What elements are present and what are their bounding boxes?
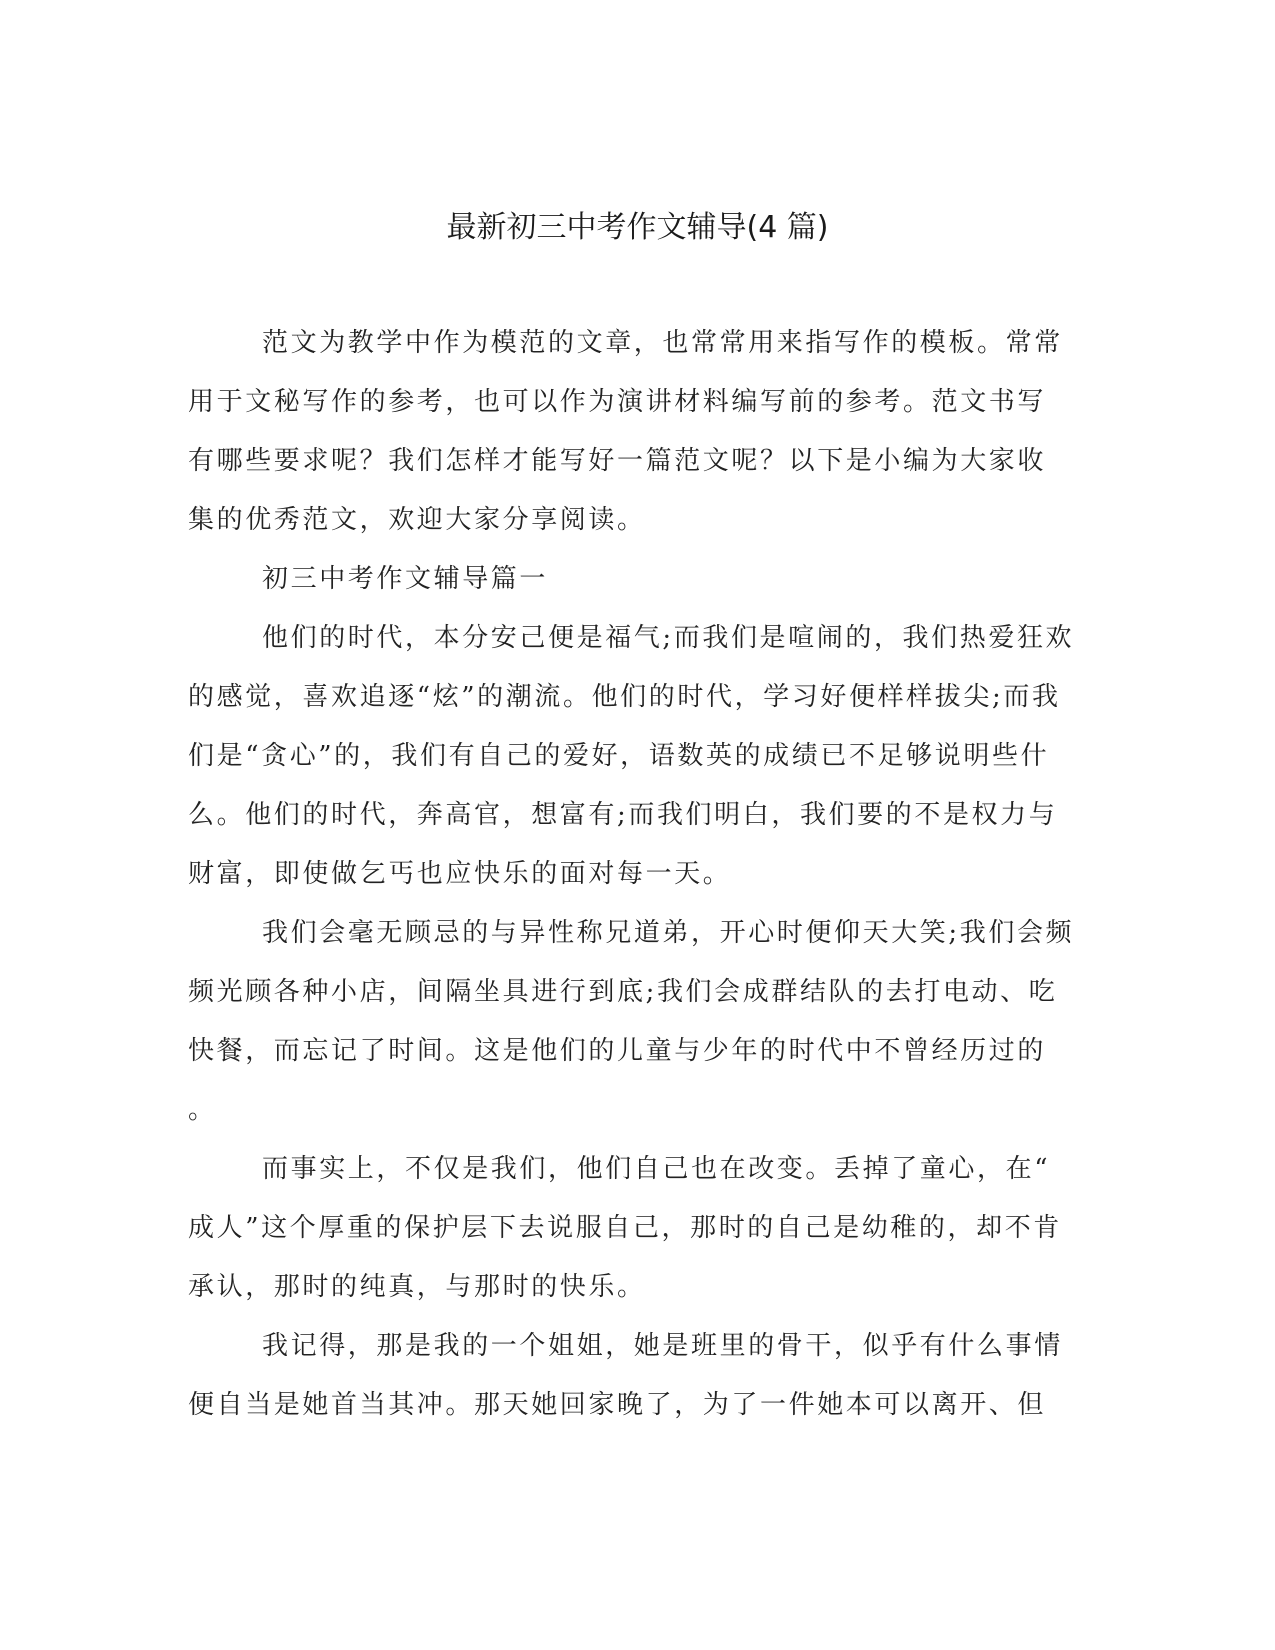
paragraph-line: 。 (188, 1095, 217, 1125)
paragraph-line: 财富，即使做乞丐也应快乐的面对每一天。 (188, 859, 732, 889)
paragraph-line: 承认，那时的纯真，与那时的快乐。 (188, 1272, 646, 1302)
paragraph-line: 便自当是她首当其冲。那天她回家晚了，为了一件她本可以离开、但 (188, 1390, 1047, 1420)
document-title: 最新初三中考作文辅导(4 篇) (446, 210, 829, 245)
paragraph-line: 他们的时代，本分安己便是福气;而我们是喧闹的，我们热爱狂欢 (262, 623, 1075, 653)
section-heading: 初三中考作文辅导篇一 (262, 564, 549, 594)
paragraph-line: 成人”这个厚重的保护层下去说服自己，那时的自己是幼稚的，却不肯 (188, 1213, 1062, 1243)
paragraph-line: 有哪些要求呢？我们怎样才能写好一篇范文呢？以下是小编为大家收 (188, 446, 1047, 476)
paragraph-line: 用于文秘写作的参考，也可以作为演讲材料编写前的参考。范文书写 (188, 387, 1047, 417)
paragraph-line: 集的优秀范文，欢迎大家分享阅读。 (188, 505, 646, 535)
paragraph-line: 我记得，那是我的一个姐姐，她是班里的骨干，似乎有什么事情 (262, 1331, 1063, 1361)
paragraph-line: 么。他们的时代，奔高官，想富有;而我们明白，我们要的不是权力与 (188, 800, 1058, 830)
paragraph-line: 我们会毫无顾忌的与异性称兄道弟，开心时便仰天大笑;我们会频 (262, 918, 1075, 948)
paragraph-line: 范文为教学中作为模范的文章，也常常用来指写作的模板。常常 (262, 328, 1063, 358)
paragraph-line: 们是“贪心”的，我们有自己的爱好，语数英的成绩已不足够说明些什 (188, 741, 1050, 771)
paragraph-line: 快餐，而忘记了时间。这是他们的儿童与少年的时代中不曾经历过的 (188, 1036, 1047, 1066)
paragraph-line: 的感觉，喜欢追逐“炫”的潮流。他们的时代，学习好便样样拔尖;而我 (188, 682, 1061, 712)
paragraph-line: 频光顾各种小店，间隔坐具进行到底;我们会成群结队的去打电动、吃 (188, 977, 1058, 1007)
paragraph-line: 而事实上，不仅是我们，他们自己也在改变。丢掉了童心，在“ (262, 1154, 1051, 1184)
